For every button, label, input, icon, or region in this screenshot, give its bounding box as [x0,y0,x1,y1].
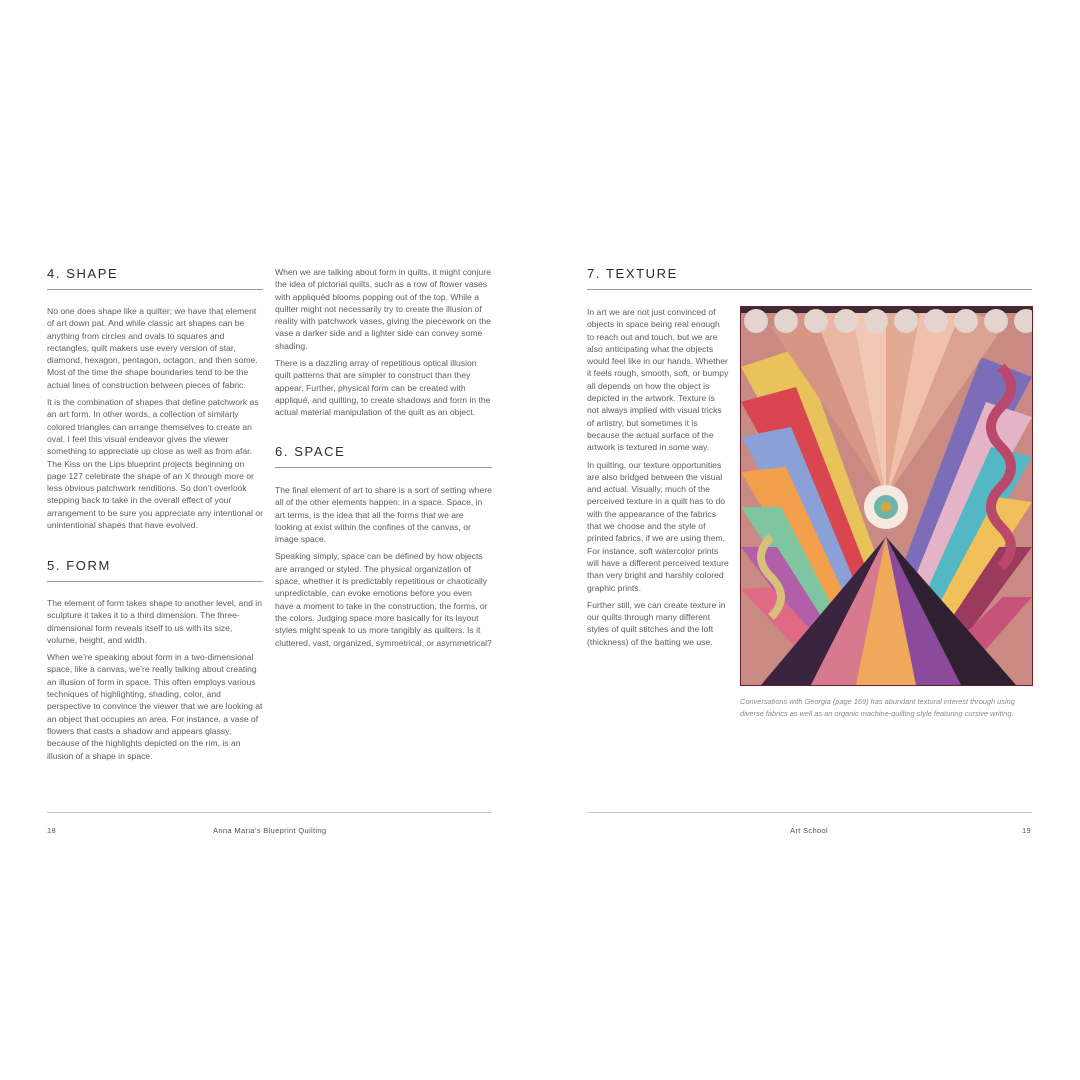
texture-body [587,306,729,653]
footer-rule-left [47,812,492,813]
form-continued-body [275,266,492,424]
paragraph: In art we are not just convinced of objects in space being real enough to reach out and touch, but we are also anticipating what the objects would feel like in our hands. Whether it feels rough, smooth, soft, or bumpy all depends on how the object is depicted in the artwork. Texture is not always implied with visual tricks of artistry, but sometimes it is because the actual surface of the artwork is textured in some way. [587,307,729,453]
paragraph: In quilting, our texture opportunities are also bridged between the visual and actual. Visually, much of the perceived texture in a quilt has to do with the appearance of the fabrics that we choose and the style of printed fabrics, if we are using them. For instance, soft watercolor prints will have a different perceived texture than very bright and harshly colored graphic prints. [587,459,729,593]
paragraph: No one does shape like a quilter; we have that element of art down pat. And while classic art shapes can be anything from circles and ovals to squares and rectangles, quilt makers use every version of star, diamond, hexagon, pentagon, octagon, and then some. Most of the time the shape boundaries tend to be the actual lines of construction between pieces of fabric. [47,306,258,390]
heading-form: 5. FORM [47,558,263,582]
page-number-right: 19 [1022,826,1032,835]
paragraph: When we’re speaking about form in a two-dimensional space, like a canvas, we’re really talking about creating an illusion of form in space. This often employs various techniques of highlighting, shading, color, and perspective to convince the viewer that we are looking at an object that occupies an area. For instance, a vase of flowers that casts a shadow and appears glassy, because of the highlights depicted on the rim, is an illusion of a shape in space. [47,652,263,761]
paragraph: Speaking simply, space can be defined by how objects are arranged or styled. The physical organization of space, whether it is predictably repetitious or chaotically unpredictable, can evoke emotions before you even have a moment to take in the construction, the forms, or the colors. Judging space more basically for its layout styles might speak to us more tangibly as quilters. Is it cluttered, vast, organized, symmetrical, or asymmetrical? [275,551,492,648]
figure-caption: Conversations with Georgia (page 169) has abundant textural interest through using diverse fabrics as well as an organic machine-quilting style featuring cursive writing. [740,697,1015,718]
page-number-left: 18 [47,826,57,835]
paragraph: When we are talking about form in quilts, it might conjure the idea of pictorial quilts, such as a row of flower vases with appliquéd blooms popping out of the top. While a quilter might not necessarily try to create the illusion of reality with patchwork vases, giving the piecework on the vase a darker side and a lighter side can convey some shading. [275,267,491,351]
running-title-right: Art School [790,826,829,835]
form-body [47,597,263,767]
footer-rule-right [587,812,1032,813]
heading-texture: 7. TEXTURE [587,266,1032,290]
paragraph: There is a dazzling array of repetitious optical illusion quilt patterns that are simpler to construct than they appear. Further, physical form can be created with appliqué, and quilting, to create shadows and form in the actual material manipulation of the quilt as an object. [275,358,491,418]
paragraph: The final element of art to share is a sort of setting where all of the other elements happen: in a space. Space, in art terms, is the idea that all the forms that we are looking at exist within the confines of the canvas, or image space. [275,485,492,545]
running-title-left: Anna Maria’s Blueprint Quilting [213,826,327,835]
paragraph: The element of form takes shape to another level, and in sculpture it takes it to a third dimension. The three-dimensional form reveals itself to us with its size, volume, height, and width. [47,598,262,645]
heading-shape: 4. SHAPE [47,266,263,290]
quilt-photo-icon [740,306,1033,686]
shape-body [47,305,263,536]
paragraph: It is the combination of shapes that define patchwork as an art form. In other words, a collection of similarly colored triangles can arrange themselves to create an oval. I feel this visual endeavor gives the viewer something to appreciate up close as well as from afar. The Kiss on the Lips blueprint projects beginning on page 127 celebrate the shape of an X through more or less obvious patchwork renditions. So don’t overlook stepping back to take in the overall effect of your arrangement to be sure you appreciate any intentional or unintentional shapes that have evolved. [47,397,263,531]
paragraph: Further still, we can create texture in our quilts through many different styles of quilt stitches and the loft (thickness) of the batting we use. [587,599,726,647]
heading-space: 6. SPACE [275,444,492,468]
space-body [275,484,492,654]
